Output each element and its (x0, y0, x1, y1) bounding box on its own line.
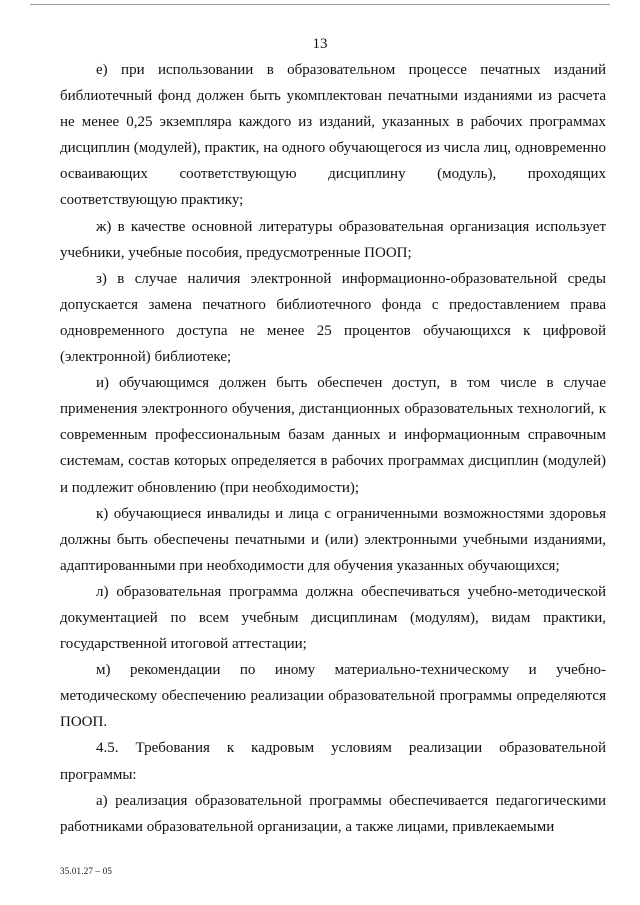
document-code: 35.01.27 – 05 (60, 866, 113, 876)
paragraph-zh: ж) в качестве основной литературы образовательная организация использует учебники, учебные пособия, предусмотренные ПООП; (60, 218, 606, 261)
paragraph-e: е) при использовании в образовательном процессе печатных изданий библиотечный фонд должен быть укомплектован печатными изданиями из расчета не менее 0,25 экземпляра каждого из изданий, указанных в рабочих программах дисциплин (модулей), практик, на одного обучающегося из числа лиц, одновременно осваивающих соответствующую дисциплину (модуль), проходящих соответствующую практику; (60, 62, 606, 209)
paragraph-z: з) в случае наличия электронной информационно-образовательной среды допускается замена печатного библиотечного фонда с предоставлением права одновременного доступа не менее 25 процентов обучающихся к цифровой (электронной) библиотеке; (60, 270, 606, 366)
section-4-5-heading: 4.5. Требования к кадровым условиям реализации образовательной программы: (60, 740, 606, 783)
document-body (60, 57, 606, 840)
scan-top-edge-line (30, 4, 610, 5)
paragraph-i: и) обучающимся должен быть обеспечен доступ, в том числе в случае применения электронного обучения, дистанционных образовательных технологий, к современным профессиональным базам данных и информационным справочным системам, состав которых определяется в рабочих программах дисциплин (модулей) и подлежит обновлению (при необходимости); (60, 375, 606, 496)
paragraph-m: м) рекомендации по иному материально-техническому и учебно-методическому обеспечению реализации образовательной программы определяются ПООП. (60, 662, 606, 731)
paragraph-l: л) образовательная программа должна обеспечиваться учебно-методической документацией по всем учебным дисциплинам (модулям), видам практики, государственной итоговой аттестации; (60, 583, 606, 653)
paragraph-a: а) реализация образовательной программы обеспечивается педагогическими работниками образовательной организации, а также лицами, привлекаемыми (60, 792, 606, 835)
paragraph-k: к) обучающиеся инвалиды и лица с ограниченными возможностями здоровья должны быть обеспечены печатными и (или) электронными учебными изданиями, адаптированными при необходимости для обучения указанных обучающихся; (60, 505, 606, 574)
page-number: 13 (312, 36, 328, 52)
